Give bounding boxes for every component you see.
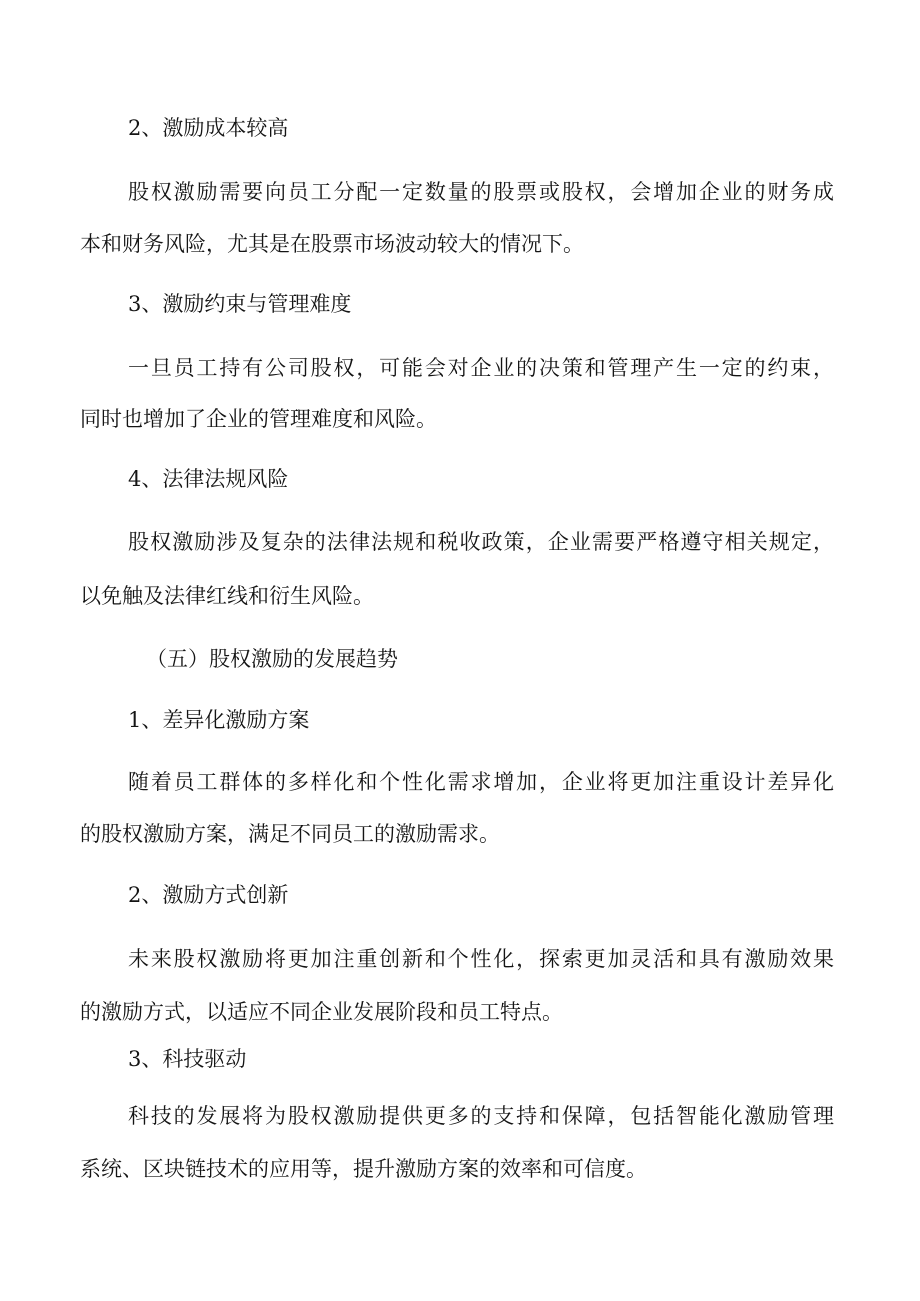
paragraph-line: 同时也增加了企业的管理难度和风险。 [80,407,437,431]
paragraph-line: 本和财务风险，尤其是在股票市场波动较大的情况下。 [80,232,584,256]
subsection-title-trends: （五）股权激励的发展趋势 [146,647,398,671]
paragraph-line: 的激励方式，以适应不同企业发展阶段和员工特点。 [80,1000,563,1024]
heading-differentiated-plan: 1、差异化激励方案 [128,708,310,732]
paragraph-line: 随着员工群体的多样化和个性化需求增加，企业将更加注重设计差异化 [128,770,834,794]
paragraph-line: 股权激励涉及复杂的法律法规和税收政策，企业需要严格遵守相关规定， [128,530,834,554]
paragraph-line: 一旦员工持有公司股权，可能会对企业的决策和管理产生一定的约束， [128,356,834,380]
paragraph-line: 系统、区块链技术的应用等，提升激励方案的效率和可信度。 [80,1157,647,1181]
paragraph-line: 以免触及法律红线和衍生风险。 [80,584,374,608]
heading-method-innovation: 2、激励方式创新 [128,883,289,907]
paragraph-line: 的股权激励方案，满足不同员工的激励需求。 [80,822,500,846]
heading-legal-risk: 4、法律法规风险 [128,467,289,491]
heading-incentive-cost-high: 2、激励成本较高 [128,116,289,140]
paragraph-line: 未来股权激励将更加注重创新和个性化，探索更加灵活和具有激励效果 [128,947,834,971]
paragraph-line: 股权激励需要向员工分配一定数量的股票或股权，会增加企业的财务成 [128,180,834,204]
paragraph-line: 科技的发展将为股权激励提供更多的支持和保障，包括智能化激励管理 [128,1104,834,1128]
heading-technology-driven: 3、科技驱动 [128,1047,247,1071]
heading-incentive-constraint: 3、激励约束与管理难度 [128,292,352,316]
